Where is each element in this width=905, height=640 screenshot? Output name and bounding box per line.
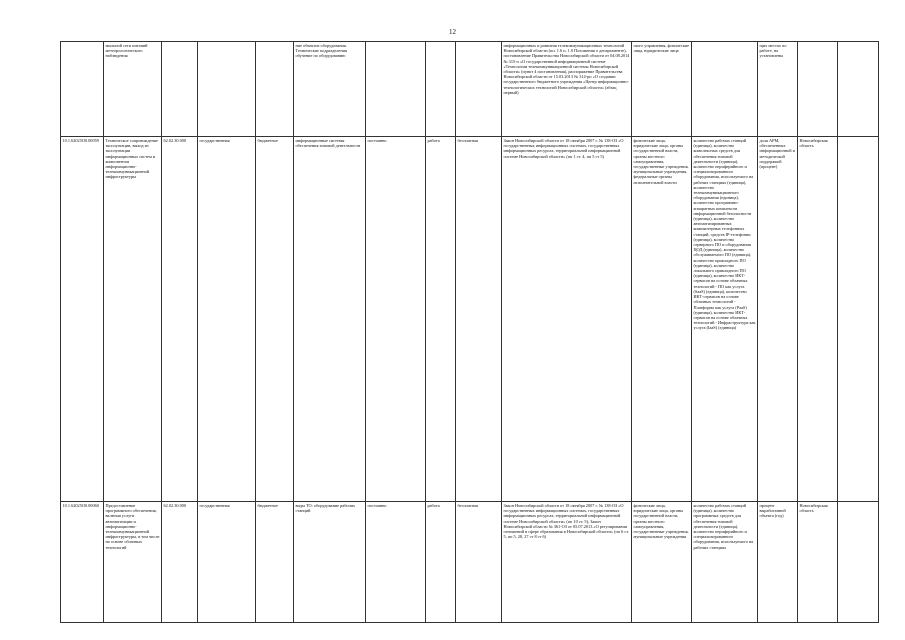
- cell-quality-indicators: щих местах по работе, на установлены: [758, 42, 798, 137]
- table-row: [61, 502, 879, 623]
- cell-consumers: ского управления, физические лица, юридические лица: [632, 42, 692, 137]
- cell-empty: [838, 137, 879, 502]
- table-row: [61, 42, 879, 137]
- cell-empty: [838, 42, 879, 137]
- cell-payment: бесплатная: [456, 502, 502, 623]
- cell-volume-indicators: количество рабочих станций (единица), количество программных средств для обеспечения типовой деятельности (единица), количество периферийного и специализированного оборудования, используемого на рабочих станциях: [692, 502, 758, 623]
- cell-registry-number: [61, 42, 104, 137]
- cell-registry-number: 10.1.62025О0.00060: [61, 502, 104, 623]
- cell-institution-kind: бюджетное: [256, 137, 294, 502]
- cell-conditions: постоянно: [366, 137, 426, 502]
- cell-institution-kind: [256, 42, 294, 137]
- cell-service-name: Предоставление программного обеспечения, включая услуги автоматизации и информационно-телекоммуникационной инфраструктуры, в том числе на основе облачных технологий: [104, 502, 162, 623]
- cell-activity-type: работа: [426, 137, 456, 502]
- cell-service-name: Техническое сопровождение эксплуатации, выход из эксплуатации информационных систем и компонентов информационно-телекоммуникационной инфраструктуры: [104, 137, 162, 502]
- cell-legal-basis: информационных и развития телекоммуникационных технологий Новосибирской области (пп. 1.6 п. 1.0 Положения о департаменте), постановление Правительства Новосибирской области от 04.08.2014 № 315-п «О государственной информационной системе «Технологии телекоммуникационной системы Новосибирской области» (пункт 4 постановления), распоряжение Правительства Новосибирской области от 15.03.2013 № 314-рп «О создании государственного бюджетного учреждения «Центр информационно-технологических технологий Новосибирской области» (абзац первый): [502, 42, 632, 137]
- cell-consumers: физические лица, юридические лица, органы государственной власти, органы местного самоуправления, государственные учреждения, муниципальные учреждения, федеральные органы исполнительной власти: [632, 137, 692, 502]
- cell-payment: [456, 42, 502, 137]
- cell-volume-indicators: количество рабочих станций (единица), количество комплексных средств для обеспечения типовой деятельности (единица), количество периферийного и специализированного оборудования, используемого на рабочих станциях (единица), количество телекоммуникационного оборудования (единица), количество программно-аппаратных комплексов информационной безопасности (единица), количество автоматизированных компьютерных телефонных станций, средств IP-телефонии (единица), количество серверного ПО и оборудования ЦОД (единица), количество обслуживаемого ПО (единица), количество прикладного ПО (единица), количество локального прикладного ПО (единица), количество ИКТ-сервисов на основе облачных технологий - ПО как услуга (SaaS) (единица), количество ИКТ-сервисов на основе облачных технологий - Платформа как услуга (PaaS) (единица), количество ИКТ-сервисов на основе облачных технологий - Инфраструктура как услуга (IaaS) (единица): [692, 137, 758, 502]
- cell-okved-code: [162, 42, 198, 137]
- cell-volume-indicators: [692, 42, 758, 137]
- cell-territory: Новосибирская область: [798, 502, 838, 623]
- cell-payment: бесплатная: [456, 137, 502, 502]
- cell-content: информационные системы обеспечения типовой деятельности: [294, 137, 366, 502]
- cell-service-name: мыльной сети питаний метеорологического наблюдения: [104, 42, 162, 137]
- cell-quality-indicators: доля АРМ, обеспеченных информационной и методической поддержкой (процент): [758, 137, 798, 502]
- cell-quality-indicators: процент выработанной объекта (год): [758, 502, 798, 623]
- page-number: 12: [449, 28, 456, 36]
- registry-table: [60, 41, 879, 623]
- cell-institution-kind: бюджетное: [256, 502, 294, 623]
- cell-conditions: [366, 42, 426, 137]
- cell-empty: [838, 502, 879, 623]
- table-row: [61, 137, 879, 502]
- cell-territory: Новосибирская область: [798, 137, 838, 502]
- cell-okved-code: 62.02.30.000: [162, 502, 198, 623]
- cell-institution-type: [198, 42, 256, 137]
- cell-legal-basis: Закон Новосибирской области от 18 октября 2007 г. № 138-ОЗ «О государственных информационных системах, государственных информационных ресурсах, территориальной информационной системе Новосибирской области» (пп 1 ст. 4, пп 5 ст 5): [502, 137, 632, 502]
- cell-consumers: физические лица, юридические лица, органы государственной власти, органы местного самоуправления, государственные учреждения, муниципальные учреждения: [632, 502, 692, 623]
- cell-conditions: постоянно: [366, 502, 426, 623]
- cell-registry-number: 10.1.62025О0.00059: [61, 137, 104, 502]
- cell-content: ние объектов оборудования. Технические подразделения обучение по оборудованию: [294, 42, 366, 137]
- cell-content: виды ТО: оборудование рабочих станций: [294, 502, 366, 623]
- cell-activity-type: [426, 42, 456, 137]
- cell-institution-type: государственная: [198, 137, 256, 502]
- cell-activity-type: работа: [426, 502, 456, 623]
- cell-institution-type: государственная: [198, 502, 256, 623]
- cell-okved-code: 62.02.30.000: [162, 137, 198, 502]
- cell-territory: [798, 42, 838, 137]
- cell-legal-basis: Закон Новосибирской области от 18 октября 2007 г. № 138-ОЗ «О государственных информационных системах, государственных информационных ресурсах, территориальной информационной системе Новосибирской области» (пп 10 ст. 5); Закон Новосибирской области № 361-ОЗ от 05.07.2013 «О регулировании отношений в сфере образования в Новосибирской области» (пп 6 ст. 5, пп 5, 28, 27 ст 8 ст 6): [502, 502, 632, 623]
